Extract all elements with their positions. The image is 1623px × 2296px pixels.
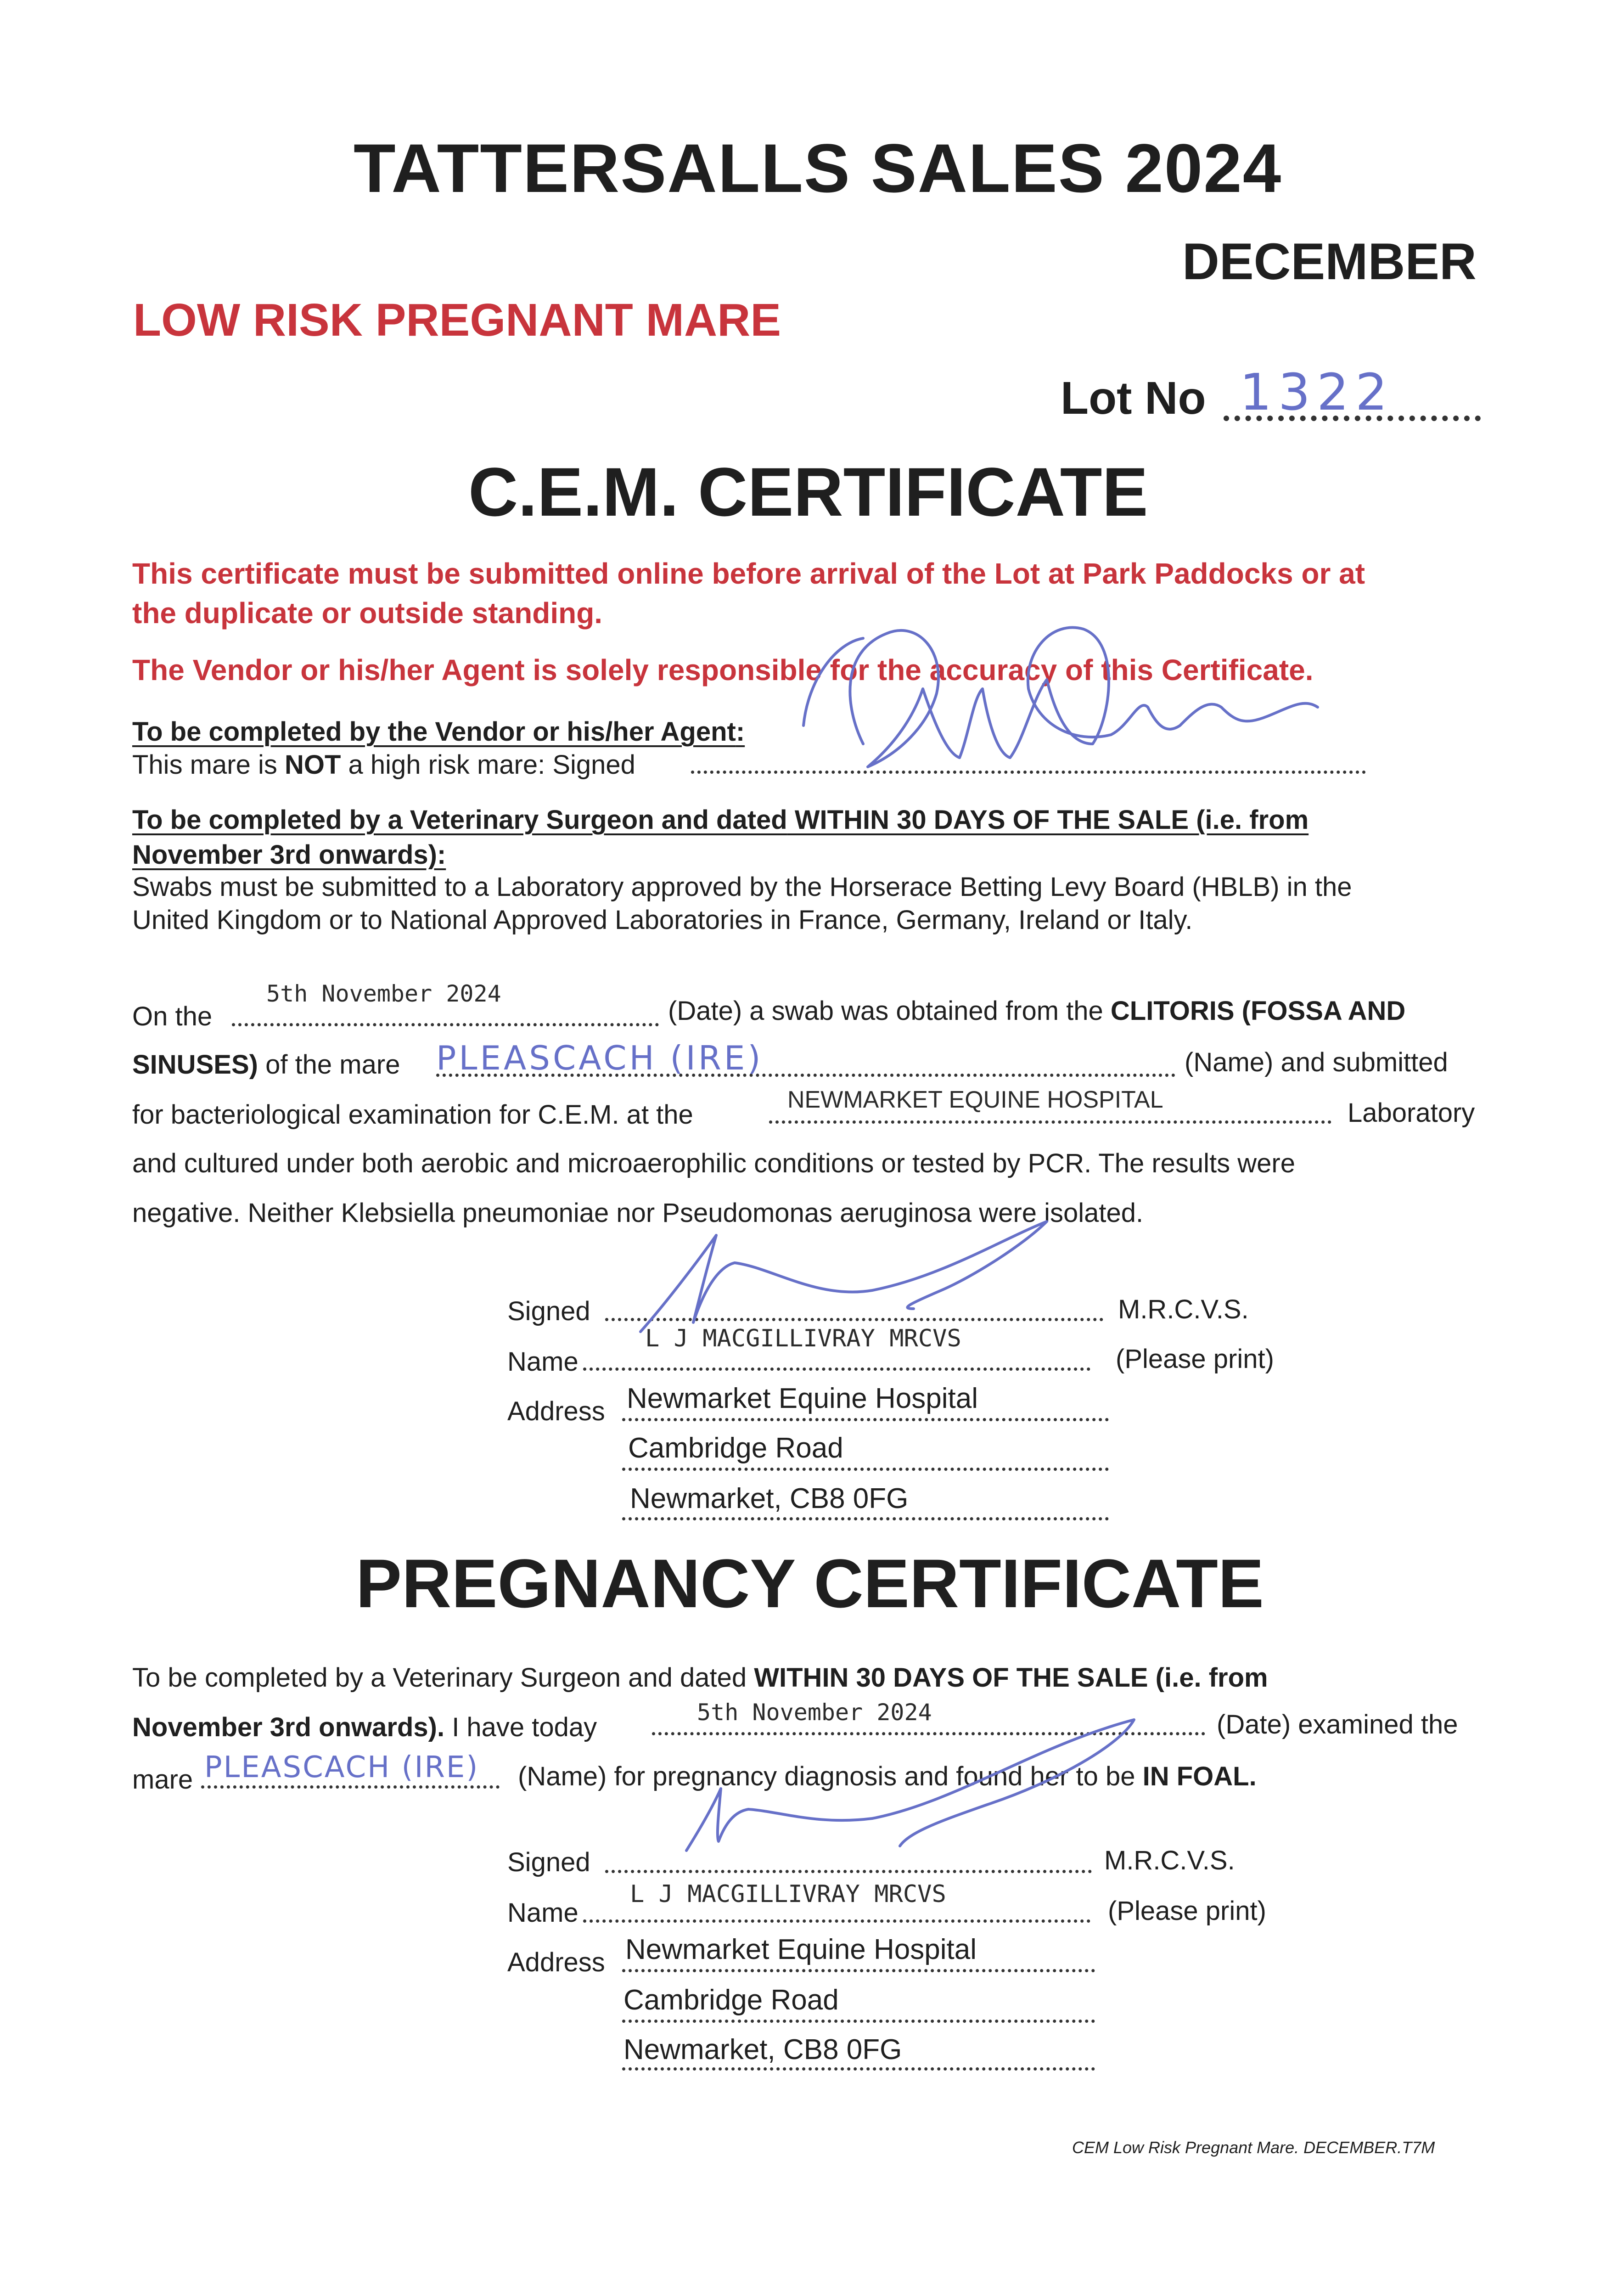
preg-address-label: Address: [507, 1947, 605, 1977]
cem-date-line: [232, 1023, 659, 1026]
preg-name-label: Name: [507, 1898, 578, 1928]
preg-date-line: [652, 1732, 1205, 1735]
vendor-statement: This mare is NOT a high risk mare: Signed: [132, 750, 635, 780]
cem-lab-value: NEWMARKET EQUINE HOSPITAL: [787, 1086, 1163, 1113]
cem-vet-name: L J MACGILLIVRAY MRCVS: [645, 1325, 961, 1352]
preg-line-2: November 3rd onwards). I have today: [132, 1712, 597, 1742]
vet-heading: To be completed by a Veterinary Surgeon and dated WITHIN 30 DAYS OF THE SALE (i.e. from: [132, 805, 1309, 835]
preg-name-line: [583, 1919, 1090, 1923]
cem-laboratory-label: Laboratory: [1348, 1098, 1475, 1128]
cem-notice-line-3: The Vendor or his/her Agent is solely responsible for the accuracy of this Certificate.: [132, 653, 1314, 687]
cem-lab-line: [769, 1120, 1331, 1124]
mare-category: LOW RISK PREGNANT MARE: [133, 294, 781, 346]
cem-address-dotline-3: [622, 1517, 1109, 1520]
cem-heading: C.E.M. CERTIFICATE: [468, 453, 1148, 530]
swabs-line-2: United Kingdom or to National Approved Laboratories in France, Germany, Ireland or Italy.: [132, 905, 1193, 935]
cem-notice-line-1: This certificate must be submitted online before arrival of the Lot at Park Paddocks or at: [132, 557, 1365, 590]
preg-address-line-2: Cambridge Road: [623, 1984, 839, 2016]
document-title: TATTERSALLS SALES 2024: [354, 129, 1282, 207]
cem-bacterio-line: for bacteriological examination for C.E.M. at the: [132, 1100, 693, 1130]
preg-address-dotline-1: [622, 1969, 1095, 1972]
preg-address-line-1: Newmarket Equine Hospital: [625, 1934, 977, 1965]
preg-address-dotline-2: [622, 2020, 1095, 2023]
preg-line-2-end: (Date) examined the: [1217, 1710, 1458, 1739]
cem-mrcvs-label: M.R.C.V.S.: [1118, 1294, 1249, 1324]
cem-address-line-2: Cambridge Road: [628, 1432, 843, 1464]
cem-sinuses-line: SINUSES) of the mare: [132, 1050, 400, 1080]
vendor-heading: To be completed by the Vendor or his/her Agent:: [132, 717, 745, 747]
cem-signed-label: Signed: [507, 1296, 590, 1326]
lot-number-value: 1322: [1240, 363, 1394, 422]
lot-number-label: Lot No: [1061, 372, 1206, 424]
cem-after-date: (Date) a swab was obtained from the CLITORIS (FOSSA AND: [668, 996, 1406, 1026]
preg-line-3: (Name) for pregnancy diagnosis and found her to be IN FOAL.: [518, 1761, 1257, 1791]
cem-address-dotline-1: [622, 1418, 1109, 1421]
preg-mare-name-line: [201, 1785, 500, 1789]
cem-signed-line: [605, 1318, 1103, 1321]
swabs-line-1: Swabs must be submitted to a Laboratory approved by the Horserace Betting Levy Board (HBLB) in the: [132, 872, 1352, 902]
preg-line-1: To be completed by a Veterinary Surgeon and dated WITHIN 30 DAYS OF THE SALE (i.e. from: [132, 1663, 1268, 1693]
preg-address-dotline-3: [622, 2067, 1095, 2071]
sale-month: DECEMBER: [1182, 233, 1477, 290]
cem-negative-line: negative. Neither Klebsiella pneumoniae nor Pseudomonas aeruginosa were isolated.: [132, 1198, 1144, 1228]
cem-on-the-label: On the: [132, 1002, 213, 1031]
footer-form-code: CEM Low Risk Pregnant Mare. DECEMBER.T7M: [1072, 2138, 1435, 2157]
preg-signed-line: [605, 1870, 1092, 1873]
cem-mare-name: PLEASCACH (IRE): [436, 1039, 764, 1077]
preg-date-value: 5th November 2024: [697, 1699, 932, 1726]
cem-date-value: 5th November 2024: [266, 980, 501, 1007]
cem-address-dotline-2: [622, 1468, 1109, 1471]
preg-mrcvs-label: M.R.C.V.S.: [1104, 1846, 1235, 1875]
cem-notice-line-2: the duplicate or outside standing.: [132, 597, 603, 630]
cem-address-line-3: Newmarket, CB8 0FG: [630, 1483, 909, 1514]
preg-signed-label: Signed: [507, 1847, 590, 1877]
cem-address-line-1: Newmarket Equine Hospital: [627, 1383, 978, 1414]
vendor-signature-line: [691, 771, 1366, 774]
pregnancy-heading: PREGNANCY CERTIFICATE: [356, 1545, 1264, 1622]
vet-heading-cont: November 3rd onwards):: [132, 840, 446, 870]
preg-please-print: (Please print): [1108, 1896, 1266, 1926]
cem-name-submitted: (Name) and submitted: [1185, 1047, 1448, 1077]
cem-cultured-line: and cultured under both aerobic and microaerophilic conditions or tested by PCR. The results were: [132, 1148, 1295, 1178]
preg-mare-name: PLEASCACH (IRE): [204, 1750, 479, 1784]
preg-address-line-3: Newmarket, CB8 0FG: [623, 2034, 902, 2065]
preg-vet-name: L J MACGILLIVRAY MRCVS: [630, 1880, 946, 1908]
preg-mare-label: mare: [132, 1765, 193, 1795]
cem-address-label: Address: [507, 1396, 605, 1426]
cem-name-line: [583, 1367, 1090, 1371]
cem-please-print: (Please print): [1116, 1344, 1274, 1374]
cem-name-label: Name: [507, 1347, 578, 1377]
